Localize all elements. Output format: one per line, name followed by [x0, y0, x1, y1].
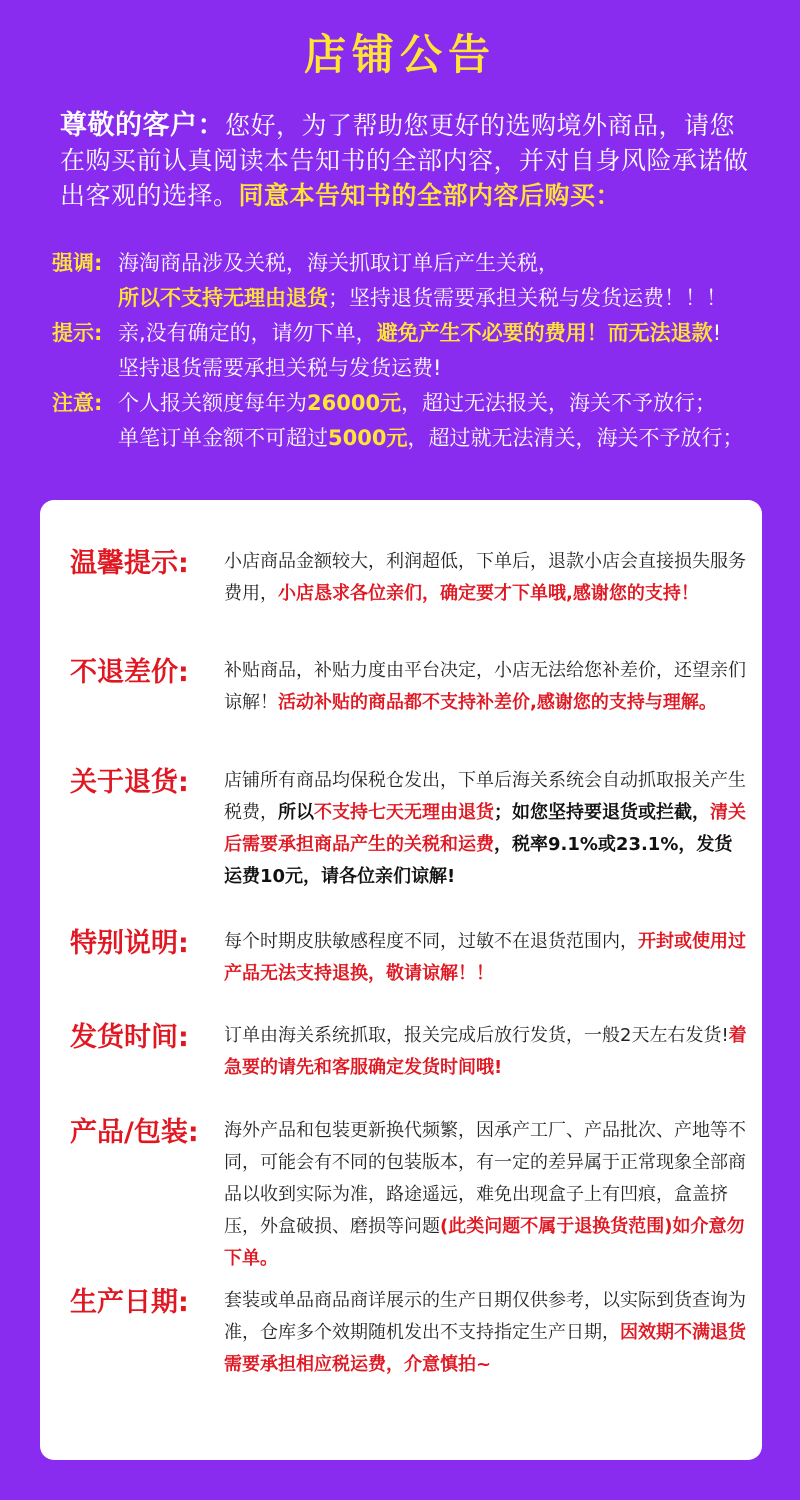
notice-list	[52, 246, 772, 456]
section-heading: 关于退货:	[70, 767, 189, 798]
section-body: 小店商品金额较大，利润超低，下单后，退款小店会直接损失服务费用，小店恳求各位亲们，确定要才下单哦,感谢您的支持！	[224, 551, 746, 604]
section-body: 补贴商品，补贴力度由平台决定，小店无法给您补差价，还望亲们谅解！活动补贴的商品都不支持补差价,感谢您的支持与理解。	[224, 660, 746, 713]
section-body: 每个时期皮肤敏感程度不同，过敏不在退货范围内，开封或使用过产品无法支持退换，敬请谅解！！	[224, 931, 746, 984]
section-production-date	[70, 1285, 750, 1381]
note-hint	[52, 316, 772, 386]
section-tip	[70, 546, 750, 610]
intro-greeting: 尊敬的客户：	[60, 110, 225, 141]
section-special	[70, 926, 750, 990]
intro-paragraph	[60, 108, 750, 213]
section-heading: 产品/包装:	[70, 1117, 199, 1148]
note-line: 亲,没有确定的，请勿下单，避免产生不必要的费用！而无法退款!	[118, 321, 722, 345]
note-line: 海淘商品涉及关税，海关抓取订单后产生关税，	[118, 251, 559, 275]
note-line: 单笔订单金额不可超过5000元，超过就无法清关，海关不予放行；	[118, 426, 744, 450]
note-label: 注意:	[52, 391, 103, 415]
note-line: 个人报关额度每年为26000元，超过无法报关，海关不予放行；	[118, 391, 717, 415]
section-body: 店铺所有商品均保税仓发出，下单后海关系统会自动抓取报关产生税费，所以不支持七天无理由退货；如您坚持要退货或拦截，清关后需要承担商品产生的关税和运费，税率9.1%或23.1%，发货运费10元，请各位亲们谅解!	[224, 770, 746, 887]
section-no-price-diff	[70, 655, 750, 719]
note-attention	[52, 386, 772, 456]
note-line: 坚持退货需要承担关税与发货运费!	[118, 356, 442, 380]
section-body: 订单由海关系统抓取，报关完成后放行发货，一般2天左右发货!着急要的请先和客服确定发货时间哦!	[224, 1025, 747, 1078]
section-heading: 特别说明:	[70, 928, 189, 959]
policy-card	[40, 500, 762, 1460]
intro-body: 您好，为了帮助您更好的选购境外商品，请您在购买前认真阅读本告知书的全部内容，并对自身风险承诺做出客观的选择。	[60, 111, 749, 210]
note-label: 强调:	[52, 251, 103, 275]
section-shipping	[70, 1020, 750, 1084]
section-returns	[70, 765, 750, 893]
note-label: 提示:	[52, 321, 103, 345]
section-body: 套装或单品商品商详展示的生产日期仅供参考，以实际到货查询为准，仓库多个效期随机发出不支持指定生产日期，因效期不满退货需要承担相应税运费，介意慎拍~	[224, 1290, 746, 1375]
section-heading: 温馨提示:	[70, 548, 189, 579]
section-packaging	[70, 1115, 750, 1275]
note-line: 所以不支持无理由退货；坚持退货需要承担关税与发货运费！！！	[118, 286, 727, 310]
section-heading: 发货时间:	[70, 1022, 189, 1053]
note-emphasis	[52, 246, 772, 316]
section-heading: 不退差价:	[70, 657, 189, 688]
page-title: 店铺公告	[303, 30, 496, 79]
section-body: 海外产品和包装更新换代频繁，因承产工厂、产品批次、产地等不同，可能会有不同的包装版本，有一定的差异属于正常现象全部商品以收到实际为准，路途遥远，难免出现盒子上有凹痕，盒盖挤压，外盒破损、磨损等问题(此类问题不属于退换货范围)如介意勿下单。	[224, 1120, 746, 1269]
intro-agree: 同意本告知书的全部内容后购买：	[238, 181, 622, 210]
section-heading: 生产日期:	[70, 1287, 189, 1318]
